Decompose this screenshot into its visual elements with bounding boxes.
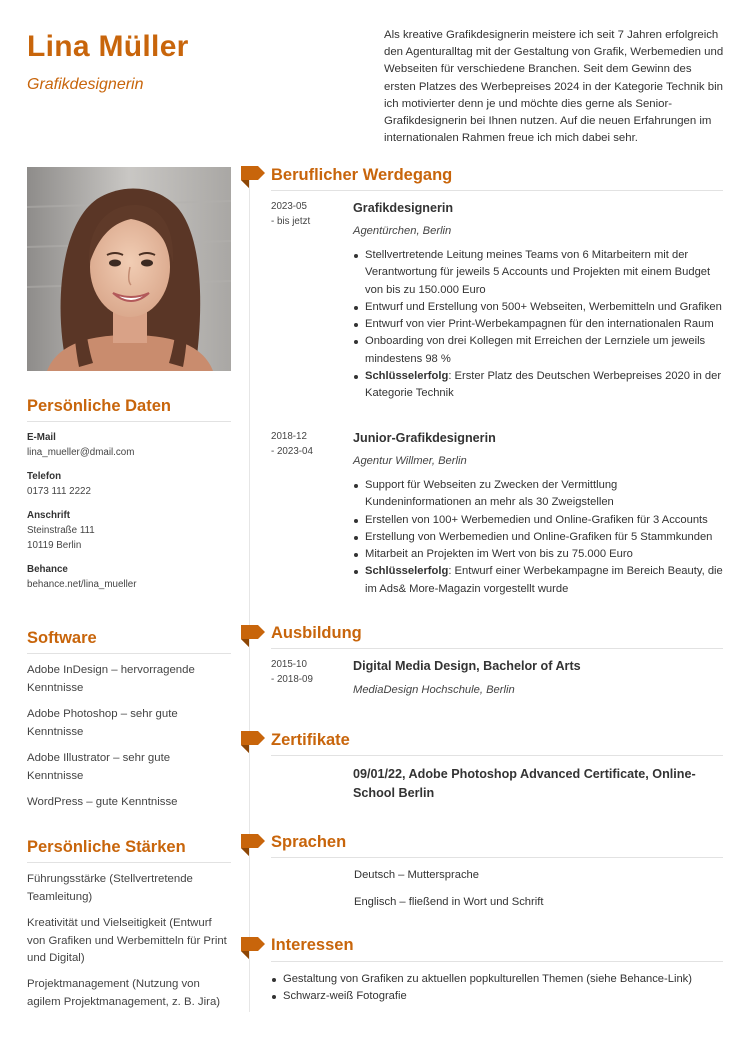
address-line-1: Steinstraße 111 xyxy=(27,525,95,536)
language-item: Deutsch – Muttersprache xyxy=(354,869,479,881)
education-date-start: 2015-10 xyxy=(271,659,307,670)
entry-date-end: - bis jetzt xyxy=(271,216,311,227)
job-bullet-list xyxy=(353,247,725,403)
key-achievement-label: Schlüsselerfolg xyxy=(365,565,449,578)
certificate-entry: 09/01/22, Adobe Photoshop Advanced Certificate, Online-School Berlin xyxy=(353,767,696,800)
strengths-heading: Persönliche Stärken xyxy=(27,838,186,856)
strength-item: Projektmanagement (Nutzung von agilem Projektmanagement, z. B. Jira) xyxy=(27,978,221,1008)
section-flag-icon xyxy=(241,937,265,959)
email-label: E-Mail xyxy=(27,432,56,443)
divider xyxy=(27,421,231,422)
software-item: Adobe Photoshop – sehr gute Kenntnisse xyxy=(27,708,178,738)
certificates-heading: Zertifikate xyxy=(271,731,350,749)
education-date-end: - 2018-09 xyxy=(271,674,313,685)
divider xyxy=(271,648,723,649)
divider xyxy=(271,755,723,756)
interest-item: Schwarz-weiß Fotografie xyxy=(271,988,726,1005)
software-item: Adobe Illustrator – sehr gute Kenntnisse xyxy=(27,752,171,782)
interests-heading: Interessen xyxy=(271,936,354,954)
languages-heading: Sprachen xyxy=(271,833,347,851)
address-label: Anschrift xyxy=(27,510,71,521)
software-item: Adobe InDesign – hervorragende Kenntnisse xyxy=(27,664,195,694)
job-title: Junior-Grafikdesignerin xyxy=(353,431,496,445)
strength-item: Kreativität und Vielseitigkeit (Entwurf von Grafiken und Werbemitteln für Print und Digital) xyxy=(27,917,227,964)
interest-item: Gestaltung von Grafiken zu aktuellen popkulturellen Themen (siehe Behance-Link) xyxy=(271,971,726,988)
job-bullet: Erstellung von Werbemedien und Online-Grafiken für 5 Stammkunden xyxy=(353,529,725,546)
job-title: Grafikdesignerin xyxy=(353,201,454,215)
column-divider xyxy=(249,167,250,1012)
entry-date-end: - 2023-04 xyxy=(271,446,313,457)
phone-value[interactable]: 0173 111 2222 xyxy=(27,486,91,497)
software-heading: Software xyxy=(27,629,97,647)
candidate-job-title: Grafikdesignerin xyxy=(27,76,144,93)
education-heading: Ausbildung xyxy=(271,624,362,642)
behance-label: Behance xyxy=(27,564,68,575)
job-bullet: Entwurf von vier Print-Werbekampagnen für den internationalen Raum xyxy=(353,316,725,333)
company-name: Agentur Willmer, Berlin xyxy=(353,455,467,467)
key-achievement-text: : Erster Platz des Deutschen Werbepreises 2020 in der Kategorie Technik xyxy=(365,370,722,400)
school-name: MediaDesign Hochschule, Berlin xyxy=(353,684,515,696)
section-flag-icon xyxy=(241,625,265,647)
experience-heading: Beruflicher Werdegang xyxy=(271,166,453,184)
address-line-2: 10119 Berlin xyxy=(27,540,82,551)
entry-date-start: 2023-05 xyxy=(271,201,307,212)
key-achievement-text: : Entwurf einer Werbekampagne im Bereich Beauty, die im Ads& More-Magazin vorgestellt wurde xyxy=(365,565,723,595)
profile-photo xyxy=(27,167,231,371)
interests-list xyxy=(271,971,726,1006)
phone-label: Telefon xyxy=(27,471,62,482)
divider xyxy=(27,653,231,654)
degree-title: Digital Media Design, Bachelor of Arts xyxy=(353,659,581,673)
divider xyxy=(271,190,723,191)
key-achievement-label: Schlüsselerfolg xyxy=(365,370,449,383)
section-flag-icon xyxy=(241,166,265,188)
intro-paragraph: Als kreative Grafikdesignerin meistere ich seit 7 Jahren erfolgreich den Agenturalltag mit der Gestaltung von Grafik, Werbemedien und Webseiten für verschiedene Branchen. Seit dem Gewinn des ersten Platzes des Werbepreises 2024 in der Kategorie Technik bin ich motivierter denn je und möchte dies gerne als Senior-Grafikdesignerin bei Ihnen nutzen. Auf die neuen Erfahrungen im internationalen Rahmen freue ich mich dabei sehr. xyxy=(384,29,724,145)
job-bullet: Stellvertretende Leitung meines Teams von 6 Mitarbeitern mit der Verantwortung für jeweils 5 Accounts und Projekten mit einem Budget von bis zu 150.000 Euro xyxy=(353,247,725,299)
divider xyxy=(27,862,231,863)
job-bullet-list xyxy=(353,477,725,598)
entry-date-start: 2018-12 xyxy=(271,431,307,442)
section-flag-icon xyxy=(241,834,265,856)
job-bullet: Support für Webseiten zu Zwecken der Vermittlung Kundeninformationen an mehr als 30 Zweigstellen xyxy=(353,477,725,512)
divider xyxy=(271,857,723,858)
section-flag-icon xyxy=(241,731,265,753)
job-bullet: Entwurf und Erstellung von 500+ Webseiten, Werbemitteln und Grafiken xyxy=(353,299,725,316)
software-item: WordPress – gute Kenntnisse xyxy=(27,796,178,808)
language-item: Englisch – fließend in Wort und Schrift xyxy=(354,896,544,908)
personal-data-heading: Persönliche Daten xyxy=(27,397,171,415)
key-achievement xyxy=(353,368,725,403)
company-name: Agentürchen, Berlin xyxy=(353,225,452,237)
strength-item: Führungsstärke (Stellvertretende Teamleitung) xyxy=(27,873,193,903)
job-bullet: Erstellen von 100+ Werbemedien und Online-Grafiken für 3 Accounts xyxy=(353,512,725,529)
job-bullet: Onboarding von drei Kollegen mit Erreichen der Lernziele um jeweils mindestens 98 % xyxy=(353,333,725,368)
job-bullet: Mitarbeit an Projekten im Wert von bis zu 75.000 Euro xyxy=(353,546,725,563)
candidate-name: Lina Müller xyxy=(27,30,189,63)
email-value[interactable]: lina_mueller@dmail.com xyxy=(27,447,135,458)
key-achievement xyxy=(353,563,725,598)
behance-link[interactable]: behance.net/lina_mueller xyxy=(27,579,137,590)
divider xyxy=(271,961,723,962)
